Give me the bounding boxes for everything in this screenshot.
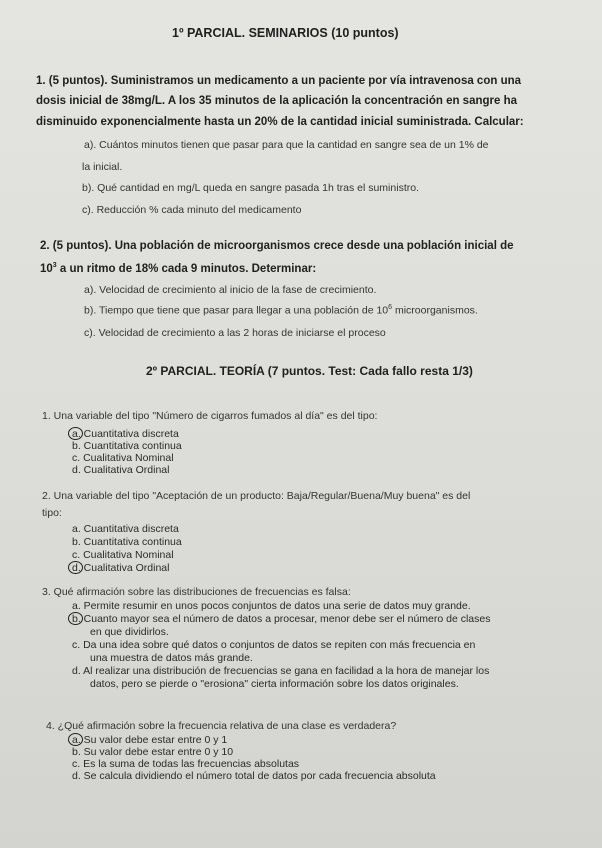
test-q2-option-c[interactable]: c. Cualitativa Nominal — [72, 549, 174, 561]
q1-a-line-1: a). Cuántos minutos tienen que pasar para que la cantidad en sangre sea de un 1% de — [84, 139, 489, 151]
q1-line-3: disminuido exponencialmente hasta un 20% de la cantidad inicial suministrada. Calcular: — [36, 116, 524, 128]
test-q4-option-d[interactable]: d. Se calcula dividiendo el número total de datos por cada frecuencia absoluta — [72, 770, 436, 782]
selected-answer-mark — [68, 733, 83, 746]
test-q3-option-d-line-2: datos, pero se pierde o "erosiona" cierta información sobre los datos originales. — [90, 678, 459, 690]
test-q1-option-a[interactable]: a. Cuantitativa discreta — [72, 428, 179, 440]
q2-a: a). Velocidad de crecimiento al inicio de la fase de crecimiento. — [84, 284, 377, 296]
test-q2-stem-line-2: tipo: — [42, 507, 62, 519]
q2-c: c). Velocidad de crecimiento a las 2 horas de iniciarse el proceso — [84, 327, 386, 339]
test-q1-option-b[interactable]: b. Cuantitativa continua — [72, 440, 182, 452]
test-q1-option-d[interactable]: d. Cualitativa Ordinal — [72, 464, 170, 476]
test-q4-stem: 4. ¿Qué afirmación sobre la frecuencia relativa de una clase es verdadera? — [46, 720, 397, 732]
q1-c: c). Reducción % cada minuto del medicamento — [82, 204, 302, 216]
test-q3-option-d-line-1[interactable]: d. Al realizar una distribución de frecuencias se gana en facilidad a la hora de manejar los — [72, 665, 490, 677]
part1-title: 1º PARCIAL. SEMINARIOS (10 puntos) — [172, 26, 399, 40]
test-q1-option-c[interactable]: c. Cualitativa Nominal — [72, 452, 174, 464]
test-q2-option-a[interactable]: a. Cuantitativa discreta — [72, 523, 179, 535]
q2-line-1: 2. (5 puntos). Una población de microorganismos crece desde una población inicial de — [40, 240, 514, 252]
q1-line-1: 1. (5 puntos). Suministramos un medicamento a un paciente por vía intravenosa con una — [36, 75, 522, 87]
test-q1-stem: 1. Una variable del tipo "Número de cigarros fumados al día" es del tipo: — [42, 410, 378, 422]
test-q4-option-c[interactable]: c. Es la suma de todas las frecuencias absolutas — [72, 758, 300, 770]
test-q3-option-c-line-1[interactable]: c. Da una idea sobre qué datos o conjuntos de datos se repiten con más frecuencia en — [72, 639, 476, 651]
test-q2-option-d[interactable]: d. Cualitativa Ordinal — [72, 562, 170, 574]
test-q3-option-a[interactable]: a. Permite resumir en unos pocos conjuntos de datos una serie de datos muy grande. — [72, 600, 471, 612]
test-q3-option-b-line-1[interactable]: b. Cuanto mayor sea el número de datos a procesar, menor debe ser el número de clases — [72, 613, 491, 625]
test-q3-stem: 3. Qué afirmación sobre las distribuciones de frecuencias es falsa: — [42, 586, 351, 598]
q1-a-line-2: la inicial. — [82, 161, 123, 173]
test-q4-option-a[interactable]: a. Su valor debe estar entre 0 y 1 — [72, 734, 228, 746]
q2-line-2: $10^3$ a un ritmo de 18% cada 9 minutos. Determinar: — [40, 262, 317, 275]
test-q4-option-b[interactable]: b. Su valor debe estar entre 0 y 10 — [72, 746, 234, 758]
test-q2-option-b[interactable]: b. Cuantitativa continua — [72, 536, 182, 548]
q2-b: b). Tiempo que tiene que pasar para llegar a una población de $10^6$ microorganismos. — [84, 304, 478, 317]
selected-answer-mark — [68, 427, 83, 440]
q1-line-2: dosis inicial de 38mg/L. A los 35 minutos de la aplicación la concentración en sangre ha — [36, 95, 518, 107]
test-q2-stem-line-1: 2. Una variable del tipo "Aceptación de un producto: Baja/Regular/Buena/Muy buena" es del — [42, 490, 471, 502]
selected-answer-mark — [68, 561, 83, 574]
test-q3-option-c-line-2: una muestra de datos más grande. — [90, 652, 253, 664]
part2-title: 2º PARCIAL. TEORÍA (7 puntos. Test: Cada fallo resta 1/3) — [146, 364, 473, 378]
test-q3-option-b-line-2: en que dividirlos. — [90, 626, 169, 638]
q1-b: b). Qué cantidad en mg/L queda en sangre pasada 1h tras el suministro. — [82, 182, 419, 194]
selected-answer-mark — [68, 612, 83, 625]
